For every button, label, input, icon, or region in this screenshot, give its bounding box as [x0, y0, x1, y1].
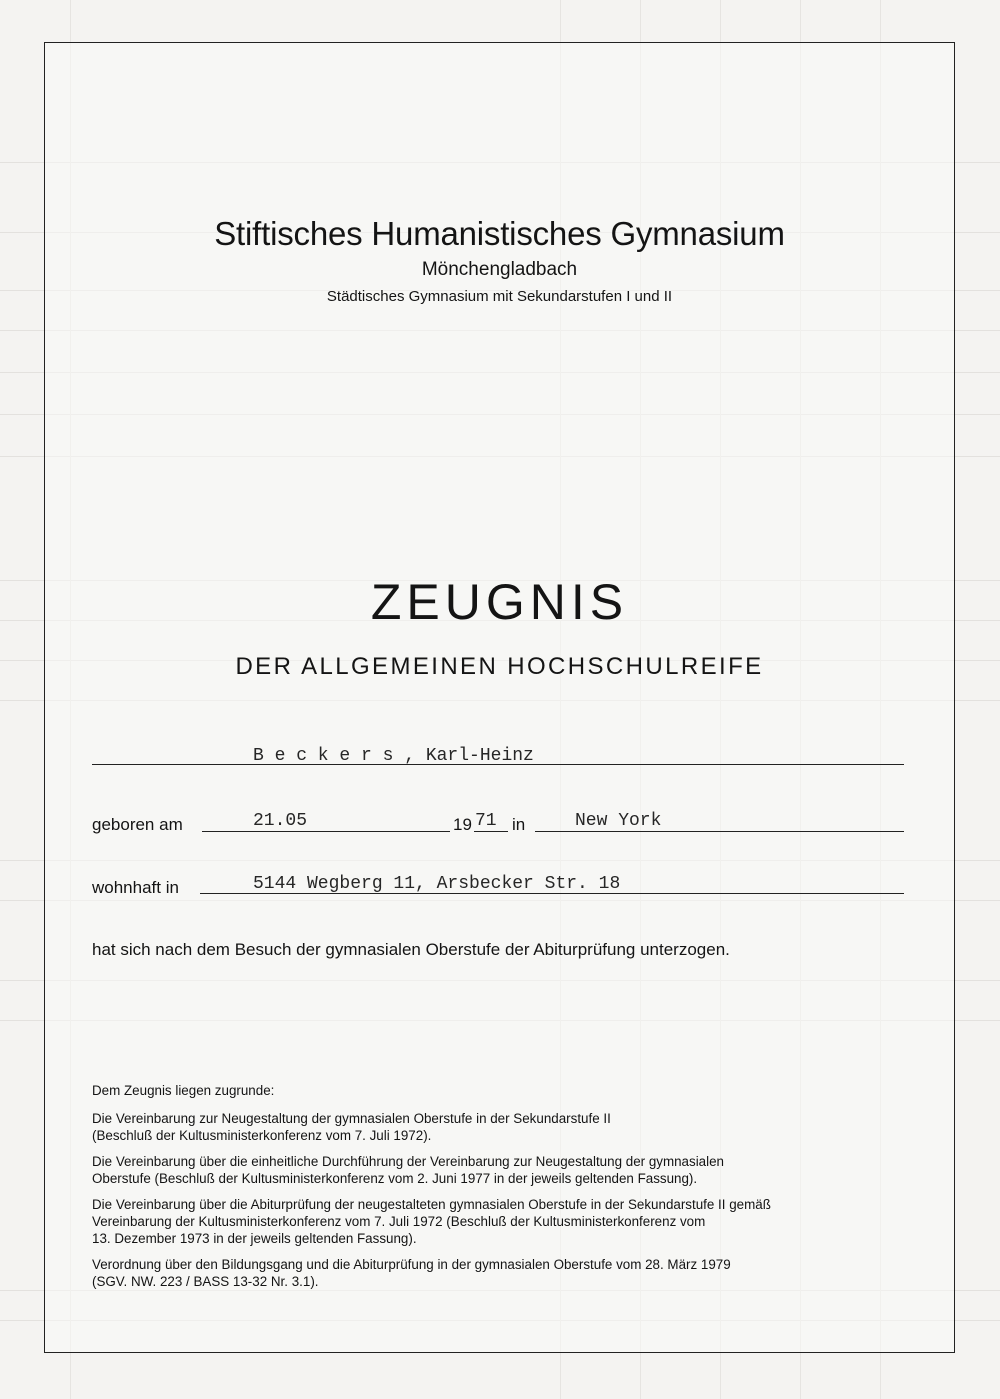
birth-label: geboren am [92, 815, 183, 834]
birth-place-line [535, 831, 904, 832]
birth-place: New York [575, 811, 662, 831]
legal-basis-paragraph: Verordnung über den Bildungsgang und die Abiturprüfung in der gymnasialen Oberstufe vom 28. März 1979 (SGV. NW. 223 / BASS 13-32 Nr. 3.1). [92, 1257, 731, 1289]
residence: 5144 Wegberg 11, Arsbecker Str. 18 [253, 874, 621, 894]
birth-date-line [202, 831, 450, 832]
legal-basis-paragraph: Die Vereinbarung zur Neugestaltung der gymnasialen Oberstufe in der Sekundarstufe II (Beschluß der Kultusministerkonferenz vom 7. Juli 1972). [92, 1111, 611, 1143]
year-prefix: 19 [453, 815, 472, 834]
school-city: Mönchengladbach [421, 259, 578, 280]
place-label: in [512, 815, 526, 834]
name-line [92, 764, 904, 765]
school-name: Stiftisches Humanistisches Gymnasium [214, 215, 785, 252]
legal-basis-heading: Dem Zeugnis liegen zugrunde: [92, 1083, 275, 1098]
residence-label: wohnhaft in [92, 878, 179, 897]
student-name: B e c k e r s , Karl-Heinz [253, 746, 534, 766]
school-type: Städtisches Gymnasium mit Sekundarstufen I und II [326, 288, 673, 305]
legal-basis [92, 1082, 922, 1299]
exam-statement: hat sich nach dem Besuch der gymnasialen Oberstufe der Abiturprüfung unterzogen. [92, 940, 730, 959]
birth-year-line [474, 831, 508, 832]
legal-basis-paragraph: Die Vereinbarung über die Abiturprüfung der neugestalteten gymnasialen Oberstufe in der Sekundarstufe II gemäß Vereinbarung der Kultusministerkonferenz vom 7. Juli 1972 (Beschluß der Kultusministerkonferenz vom 13. Dezember 1973 in der jeweils geltenden Fassung). [92, 1197, 771, 1246]
document-subtitle: DER ALLGEMEINEN HOCHSCHULREIFE [235, 653, 764, 680]
birth-date: 21.05 [253, 811, 308, 831]
residence-line [200, 893, 904, 894]
birth-year: 71 [475, 811, 497, 831]
legal-basis-paragraph: Die Vereinbarung über die einheitliche Durchführung der Vereinbarung zur Neugestaltung der gymnasialen Oberstufe (Beschluß der Kultusministerkonferenz vom 2. Juni 1977 in der jeweils geltenden Fassung). [92, 1154, 724, 1186]
document-title: ZEUGNIS [370, 574, 629, 630]
